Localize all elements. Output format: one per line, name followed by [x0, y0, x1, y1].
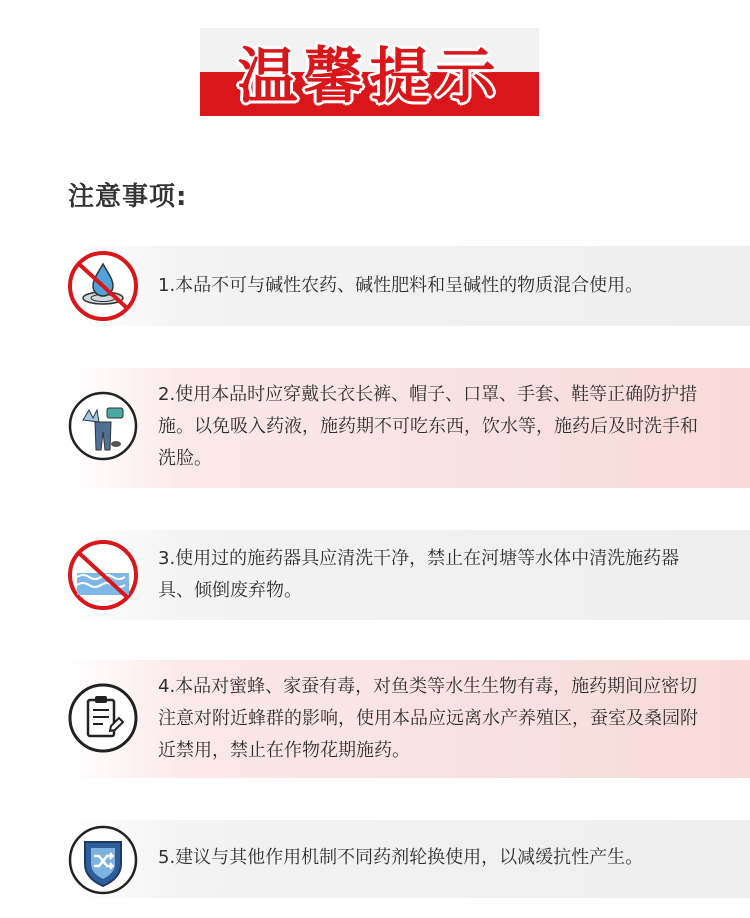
clipboard-icon — [67, 682, 139, 754]
notice-item-5-text: 5.建议与其他作用机制不同药剂轮换使用，以减缓抗性产生。 — [158, 847, 644, 868]
notice-item-2 — [66, 368, 750, 488]
protective-gear-icon — [67, 390, 139, 462]
notice-item-4-text: 4.本品对蜜蜂、家蚕有毒，对鱼类等水生生物有毒，施药期间应密切注意对附近蜂群的影响，使用本品应远离水产养殖区，蚕室及桑园附近禁用，禁止在作物花期施药。 — [158, 676, 698, 761]
notice-item-3-text: 3.使用过的施药器具应清洗干净，禁止在河塘等水体中清洗施药器具、倾倒废弃物。 — [158, 548, 680, 601]
notice-heading: 注意事项: — [68, 182, 188, 212]
no-water-wash-icon — [67, 539, 139, 611]
notice-item-4 — [66, 660, 750, 778]
rotation-shield-icon — [67, 824, 139, 896]
banner — [200, 28, 539, 116]
notice-item-1 — [66, 246, 750, 326]
banner-title: 温馨提示 — [237, 42, 502, 112]
notice-item-5 — [66, 820, 750, 898]
notice-item-3 — [66, 530, 750, 620]
notice-item-2-text: 2.使用本品时应穿戴长衣长裤、帽子、口罩、手套、鞋等正确防护措施。以免吸入药液，施药期不可吃东西，饮水等，施药后及时洗手和洗脸。 — [158, 384, 698, 469]
no-alkali-icon — [67, 250, 139, 322]
notice-item-1-text: 1.本品不可与碱性农药、碱性肥料和呈碱性的物质混合使用。 — [158, 275, 644, 296]
